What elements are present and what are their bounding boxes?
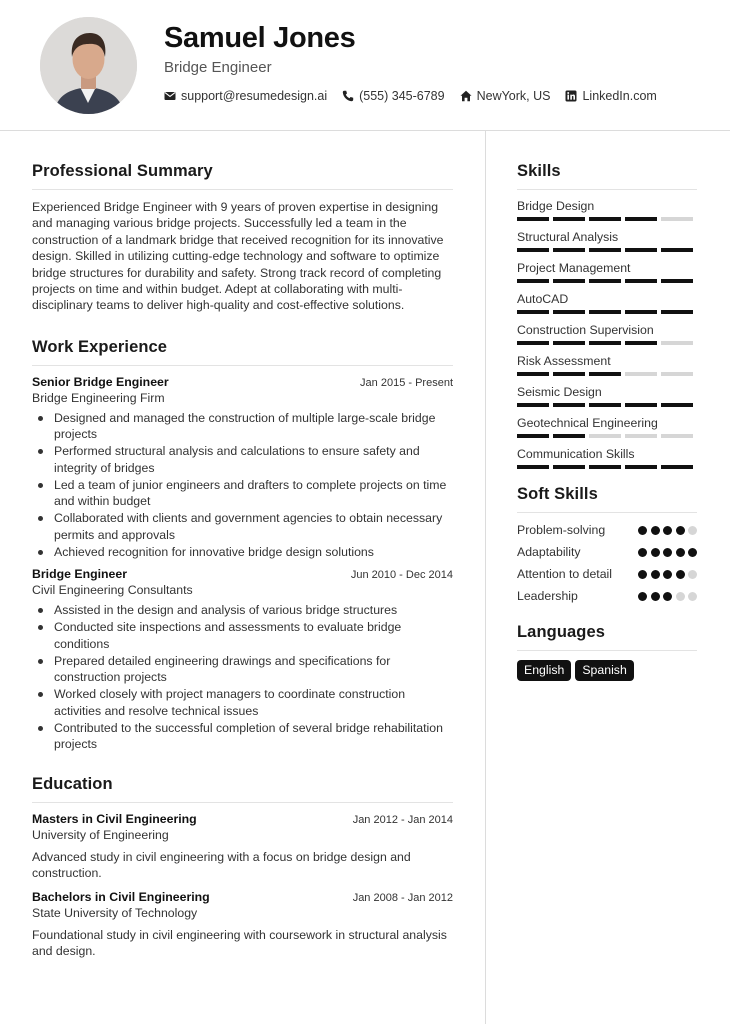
rating-dot (688, 592, 697, 601)
skill-level-segment (661, 403, 693, 407)
summary-heading: Professional Summary (32, 162, 453, 190)
summary-text: Experienced Bridge Engineer with 9 years of proven expertise in designing and managing various bridge projects. Successfully led a team in the construction of a landmark bridge that received recognition for its innovative design. Skilled in utilizing cutting-edge technology and software to optimize bridge structures for durability and safety. Strong track record of completing projects on time and within budget. Adept at collaborating with multi-disciplinary teams to deliver high-quality and cost-effective solutions. (32, 200, 444, 313)
skill-level-segment (553, 341, 585, 345)
skill-level-segment (661, 310, 693, 314)
degree-name: Bachelors in Civil Engineering (32, 889, 210, 904)
skills-heading: Skills (517, 162, 697, 190)
skill-level-segment (553, 310, 585, 314)
skill-level-segment (553, 465, 585, 469)
skill-level-bar (517, 372, 697, 376)
skill-level-bar (517, 310, 697, 314)
list-item: Designed and managed the construction of multiple large-scale bridge projects (54, 410, 453, 443)
list-item: Collaborated with clients and government agencies to obtain necessary permits and approvals (54, 510, 453, 543)
soft-skill-rating (635, 592, 698, 601)
skill-level-segment (517, 465, 549, 469)
skill-level-segment (517, 279, 549, 283)
rating-dot (676, 570, 685, 579)
rating-dot (663, 526, 672, 535)
skill-level-segment (589, 372, 621, 376)
rating-dot (651, 570, 660, 579)
skill-level-segment (553, 434, 585, 438)
contact-email-text: support@resumedesign.ai (181, 89, 328, 103)
skill-level-segment (661, 217, 693, 221)
soft-skill-rating (635, 570, 698, 579)
skill-level-segment (589, 310, 621, 314)
list-item: Assisted in the design and analysis of various bridge structures (54, 602, 453, 619)
job-entry (32, 567, 453, 753)
skill-name: Structural Analysis (517, 230, 619, 244)
job-bullets (54, 602, 453, 753)
job-company: Bridge Engineering Firm (32, 390, 165, 405)
contact-linkedin-text: LinkedIn.com (582, 89, 657, 103)
skill-level-segment (517, 310, 549, 314)
rating-dot (663, 592, 672, 601)
soft-skill-row (517, 522, 697, 539)
language-tag: English (517, 660, 571, 681)
rating-dot (651, 592, 660, 601)
contact-email[interactable] (164, 89, 327, 103)
list-item: Achieved recognition for innovative bridge design solutions (54, 544, 453, 561)
soft-skill-name: Adaptability (517, 545, 581, 559)
skill-level-segment (625, 248, 657, 252)
skill-name: Communication Skills (517, 447, 635, 461)
skill-level-segment (517, 372, 549, 376)
list-item: Conducted site inspections and assessments to evaluate bridge conditions (54, 619, 453, 652)
profile-photo (40, 17, 137, 114)
soft-skill-row (517, 544, 697, 561)
skill-level-segment (589, 434, 621, 438)
skill-level-bar (517, 403, 697, 407)
skill-name: Risk Assessment (517, 354, 611, 368)
languages-section (517, 623, 697, 681)
job-role: Senior Bridge Engineer (32, 374, 169, 389)
soft-skill-name: Problem-solving (517, 523, 606, 537)
skill-level-segment (553, 403, 585, 407)
skill-level-segment (589, 403, 621, 407)
education-section (32, 775, 453, 960)
list-item: Contributed to the successful completion of several bridge rehabilitation projects (54, 720, 453, 753)
skill-name: AutoCAD (517, 292, 569, 306)
skill-level-segment (625, 341, 657, 345)
rating-dot (676, 548, 685, 557)
skill-level-segment (625, 403, 657, 407)
skill-level-segment (589, 465, 621, 469)
contact-location-text: NewYork, US (476, 89, 551, 103)
skill-level-segment (661, 465, 693, 469)
skill-name: Construction Supervision (517, 323, 654, 337)
skill-level-segment (553, 372, 585, 376)
job-role: Bridge Engineer (32, 567, 127, 582)
summary-section (32, 162, 453, 314)
skill-level-segment (553, 217, 585, 221)
skill-level-segment (517, 434, 549, 438)
experience-heading: Work Experience (32, 338, 453, 366)
phone-icon (342, 90, 354, 102)
list-item: Led a team of junior engineers and drafters to complete projects on time and within budget (54, 477, 453, 510)
skill-level-segment (553, 248, 585, 252)
rating-dot (676, 592, 685, 601)
degree-description: Advanced study in civil engineering with a focus on bridge design and construction. (32, 849, 411, 881)
school-name: State University of Technology (32, 905, 198, 920)
skill-level-segment (589, 279, 621, 283)
rating-dot (638, 570, 647, 579)
column-divider (485, 131, 486, 1024)
job-entry (32, 375, 453, 561)
linkedin-icon (565, 90, 577, 102)
rating-dot (638, 592, 647, 601)
skill-name: Project Management (517, 261, 631, 275)
skill-level-bar (517, 341, 697, 345)
skill-level-segment (553, 279, 585, 283)
degree-description: Foundational study in civil engineering with coursework in structural analysis and design. (32, 927, 447, 959)
candidate-name: Samuel Jones (164, 22, 356, 54)
languages-heading: Languages (517, 623, 697, 651)
soft-skills-heading: Soft Skills (517, 485, 697, 513)
skill-level-segment (625, 217, 657, 221)
skill-level-segment (661, 434, 693, 438)
soft-skill-name: Leadership (517, 589, 578, 603)
contact-phone[interactable] (342, 89, 444, 103)
skill-level-segment (517, 248, 549, 252)
school-name: University of Engineering (32, 827, 169, 842)
list-item: Worked closely with project managers to coordinate construction activities and resolve technical issues (54, 686, 453, 719)
job-date: Jun 2010 - Dec 2014 (350, 569, 453, 582)
contact-phone-text: (555) 345-6789 (359, 89, 445, 103)
experience-section (32, 338, 453, 753)
skill-level-bar (517, 279, 697, 283)
soft-skill-row (517, 566, 697, 583)
soft-skills-section (517, 485, 697, 605)
candidate-title: Bridge Engineer (164, 59, 272, 76)
contact-location (460, 89, 551, 103)
skill-name: Geotechnical Engineering (517, 416, 658, 430)
skill-level-segment (625, 434, 657, 438)
skill-level-bar (517, 248, 697, 252)
main-column (32, 131, 453, 960)
side-column (517, 131, 697, 681)
soft-skill-rating (635, 526, 698, 535)
contact-linkedin[interactable] (565, 89, 656, 103)
skill-level-segment (661, 341, 693, 345)
skill-level-bar (517, 434, 697, 438)
rating-dot (651, 526, 660, 535)
skill-level-segment (625, 465, 657, 469)
skill-level-segment (517, 217, 549, 221)
home-icon (460, 90, 472, 102)
skill-level-segment (517, 341, 549, 345)
soft-skill-name: Attention to detail (517, 567, 613, 581)
skill-level-segment (589, 341, 621, 345)
skill-level-segment (625, 372, 657, 376)
job-bullets (54, 410, 453, 561)
skill-level-bar (517, 217, 697, 221)
skill-name: Bridge Design (517, 199, 595, 213)
skill-level-segment (517, 403, 549, 407)
education-heading: Education (32, 775, 453, 803)
rating-dot (688, 526, 697, 535)
education-entry (32, 890, 453, 960)
rating-dot (663, 548, 672, 557)
skills-list (517, 199, 697, 469)
soft-skill-rating (635, 548, 698, 557)
soft-skills-list (517, 522, 697, 605)
skill-name: Seismic Design (517, 385, 602, 399)
skill-level-segment (589, 217, 621, 221)
list-item: Performed structural analysis and calculations to ensure safety and integrity of bridges (54, 443, 453, 476)
skill-level-segment (589, 248, 621, 252)
rating-dot (638, 548, 647, 557)
envelope-icon (164, 90, 176, 102)
rating-dot (663, 570, 672, 579)
rating-dot (651, 548, 660, 557)
skill-level-segment (625, 279, 657, 283)
rating-dot (638, 526, 647, 535)
skill-level-segment (661, 248, 693, 252)
resume-header (0, 0, 730, 131)
rating-dot (688, 570, 697, 579)
contact-row (164, 89, 672, 103)
skill-level-segment (661, 372, 693, 376)
education-entry (32, 812, 453, 882)
degree-name: Masters in Civil Engineering (32, 811, 197, 826)
job-date: Jan 2015 - Present (360, 376, 453, 389)
job-company: Civil Engineering Consultants (32, 583, 193, 598)
skill-level-segment (661, 279, 693, 283)
degree-date: Jan 2008 - Jan 2012 (352, 891, 453, 904)
language-tags (517, 660, 697, 681)
skills-section (517, 162, 697, 469)
skill-level-bar (517, 465, 697, 469)
skill-level-segment (625, 310, 657, 314)
list-item: Prepared detailed engineering drawings and specifications for construction projects (54, 653, 453, 686)
language-tag: Spanish (575, 660, 633, 681)
soft-skill-row (517, 588, 697, 605)
rating-dot (688, 548, 697, 557)
rating-dot (676, 526, 685, 535)
degree-date: Jan 2012 - Jan 2014 (352, 813, 453, 826)
